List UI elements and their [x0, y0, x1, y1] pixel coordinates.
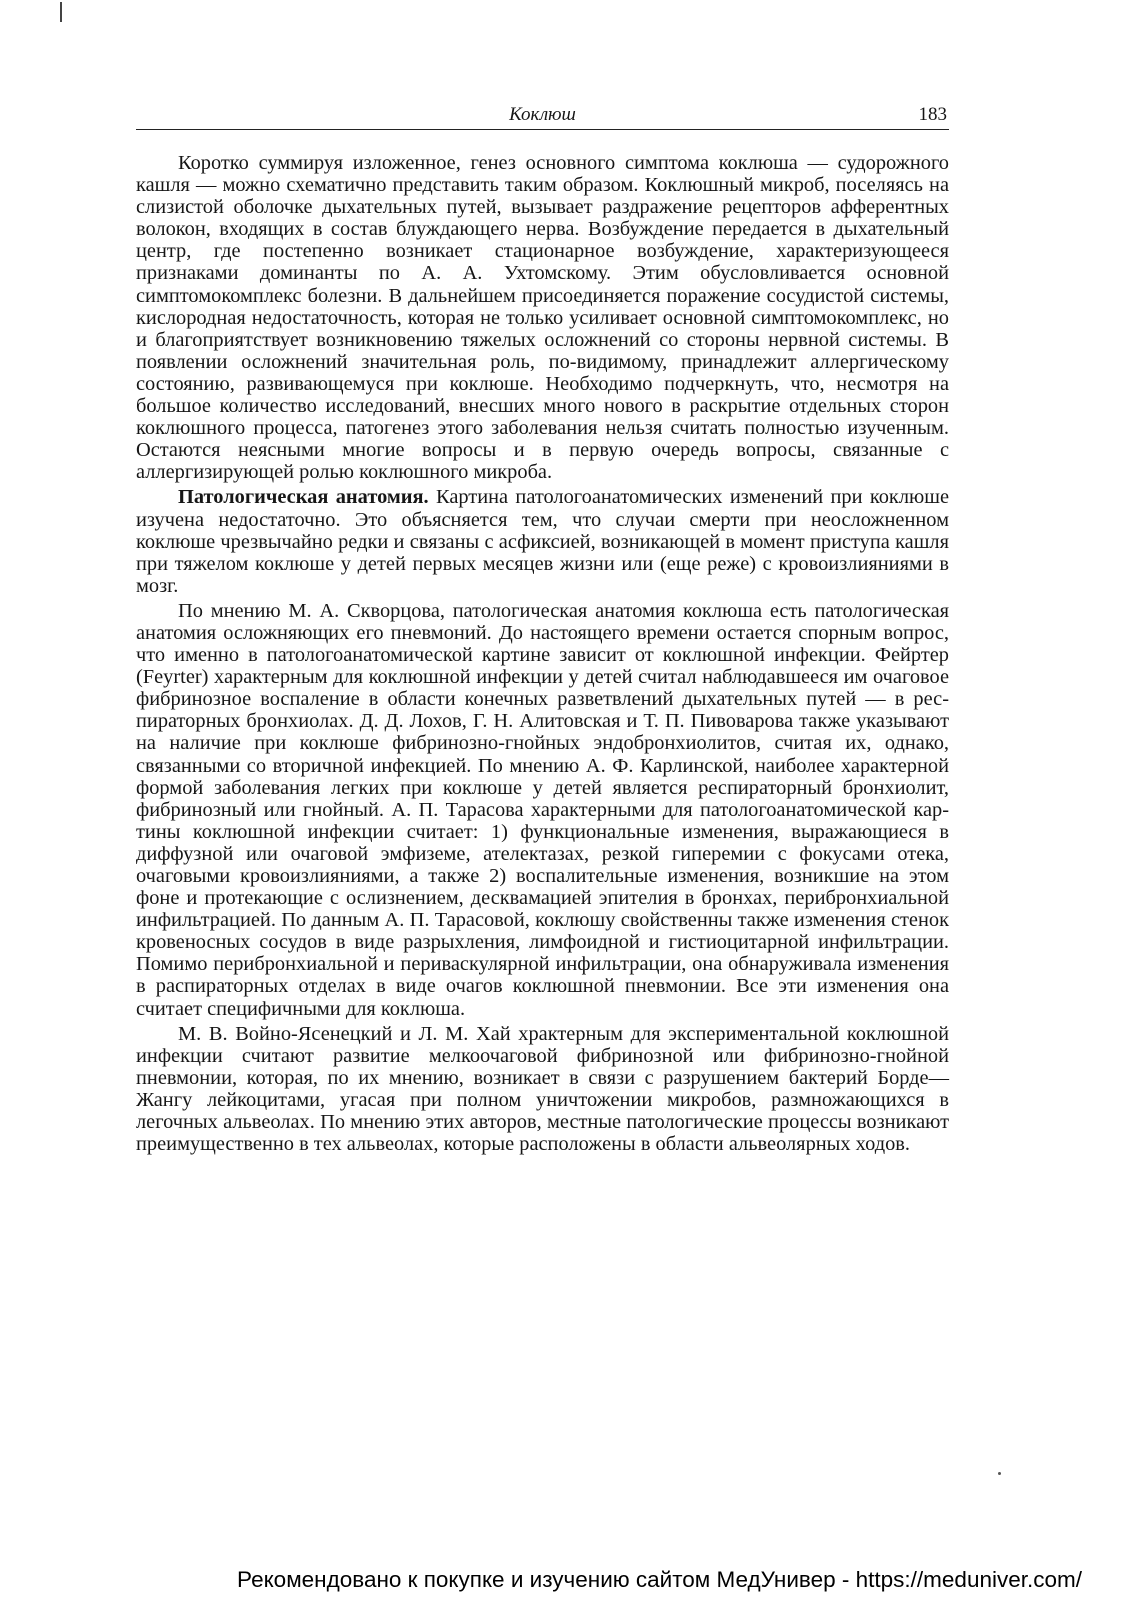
running-title: Коклюш: [509, 104, 576, 125]
paragraph-text: Картина патологоанатомических изменений при коклюше изучена недостаточно. Это объясняется тем, что случаи смерти при неосложненном коклюше чрезвычайно редки и связаны с асфиксией, возникающей в момент приступа кашля при тяжелом коклюше у детей первых месяцев жизни или (еще реже) с кровоизлияниями в мозг.: [136, 486, 949, 597]
paragraph-pathogenesis-summary: [136, 152, 949, 483]
scan-mark: [60, 2, 62, 22]
section-heading: Патологическая анатомия.: [178, 486, 429, 509]
paragraph-text: М. В. Войно-Ясенецкий и Л. М. Хай храктерным для экспериментальной коклюшной инфекции считают развитие мелкоочаговой фибринозной или фибринозно-гнойной пневмонии, которая, по их мнению, возникает в связи с разрушением бактерий Борде—Жангу лейкоцитами, угасая при полном уничтожении микробов, размножающихся в легочных альвеолах. По мнению этих авторов, местные патологические процессы возникают преимущественно в тех альвеолах, которые расположены в области альвеолярных ходов.: [136, 1022, 949, 1156]
paragraph-text: Коротко суммируя изложенное, генез основного симптома коклюша — судорожного кашля — можно схематично представить таким образом. Коклюшный микроб, поселяясь на слизистой оболочке дыхательных путей, вызывает раздражение рецепторов афферентных волокон, входящих в состав блуждающего нерва. Возбуждение передается в дыхательный центр, где постепенно возникает стационарное возбуждение, характеризующееся признаками доминанты по А. А. Ухтомскому. Этим обусловливается основной симптомокомплекс болезни. В дальнейшем присоединяется поражение сосудистой системы, кислородная недостаточность, которая не только усиливает основной симптомокомплекс, но и благоприятствует возникновению тяжелых осложнений со стороны нервной системы. В появлении осложнений значительная роль, по-видимому, принадлежит аллергическому состоянию, развивающемуся при коклюше. Необходимо подчеркнуть, что, несмотря на большое количество исследований, внесших много нового в раскрытие отдельных сторон коклюшного процесса, патогенез этого заболевания нельзя считать полностью изученным. Остаются неясными многие вопросы и в первую очередь вопросы, связанные с аллергизирующей ролью коклюшного микроба.: [136, 152, 949, 484]
paragraph-voino-yasenetsky: [136, 1023, 949, 1156]
paragraph-text: По мнению М. А. Скворцова, патологическая анатомия коклюша есть патологическая анатомия осложняющих его пневмоний. До настоящего времени остается спорным вопрос, что именно в патологоанатомической картине зависит от коклюшной инфекции. Фейртер (Feyrter) характерным для коклюшной инфекции у детей считал наблюдавшееся им очаговое фибринозное воспаление в области конечных разветвлений дыхательных путей — в респираторных бронхиолах. Д. Д. Лохов, Г. Н. Алитовская и Т. П. Пивоварова также указывают на наличие при коклюше фибринозно-гнойных эндобронхиолитов, считая их, однако, связанными со вторичной инфекцией. По мнению А. Ф. Карлинской, наиболее характерной формой заболевания легких при коклюше у детей является респираторный бронхиолит, фибринозный или гнойный. А. П. Тарасова характерными для патологоанатомической картины коклюшной инфекции считает: 1) функциональные изменения, выражающиеся в диффузной или очаговой эмфиземе, ателектазах, резкой гиперемии с фокусами отека, очаговыми кровоизлияниями, а также 2) воспалительные изменения, возникшие на этом фоне и протекающие с ослизнением, десквамацией эпителия в бронхах, перибронхиальной инфильтрацией. По данным А. П. Тарасовой, коклюшу свойственны также изменения стенок кровеносных сосудов в виде разрыхления, лимфоидной и гистиоцитарной инфильтрации. Помимо перибронхиальной и периваскулярной инфильтрации, она обнаруживала изменения в распираторных отделах в виде очагов коклюшной пневмонии. Все эти изменения она считает специфичными для коклюша.: [136, 599, 949, 1020]
paragraph-pathological-anatomy: [136, 486, 949, 596]
footer-note: Рекомендовано к покупке и изучению сайтом МедУнивер - https://meduniver.com/: [237, 1567, 1082, 1592]
body-text: [136, 152, 949, 1155]
running-head: [136, 103, 949, 130]
scan-speck: [998, 1472, 1001, 1475]
page-number: 183: [918, 104, 947, 125]
paragraph-skvortsov: [136, 600, 949, 1020]
